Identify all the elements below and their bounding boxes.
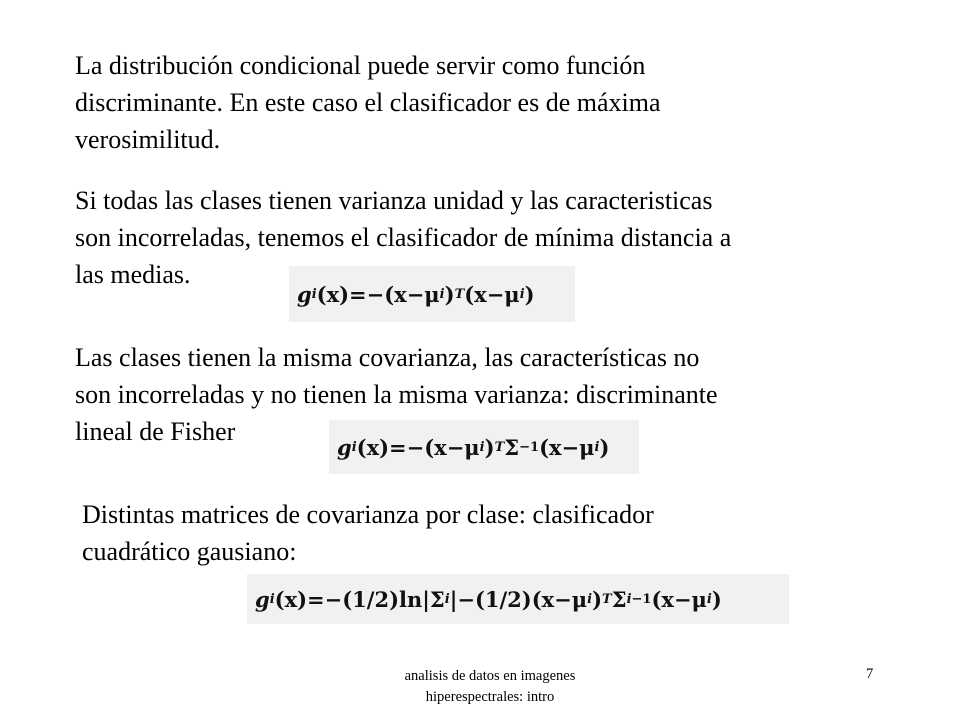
footer-title-line: analisis de datos en imagenes	[404, 668, 576, 684]
text-line: cuadrático gausiano:	[82, 537, 297, 566]
text-line: Distintas matrices de covarianza por clase: clasificador	[82, 500, 654, 529]
text-line: lineal de Fisher	[75, 417, 236, 446]
page-number: 7	[866, 666, 874, 682]
text-line: son incorreladas y no tienen la misma varianza: discriminante	[75, 380, 718, 409]
footer-title-line: hiperespectrales: intro	[425, 689, 555, 705]
formula-quadratic-gaussian: g i (x) =−(1/2)ln|Σ i |−(1/2)(x−μ i ) T Σ i −1 (x−μ i )	[247, 574, 789, 624]
text-line: son incorreladas, tenemos el clasificador de mínima distancia a	[75, 223, 732, 252]
paragraph-conditional-distribution	[75, 47, 795, 158]
text-line: La distribución condicional puede servir como función	[75, 51, 646, 80]
text-line: Las clases tienen la misma covarianza, las características no	[75, 343, 700, 372]
text-line: las medias.	[75, 260, 191, 289]
text-line: verosimilitud.	[75, 125, 221, 154]
footer-title	[340, 666, 640, 708]
paragraph-quadratic-gaussian	[82, 496, 802, 570]
text-line: discriminante. En este caso el clasificador es de máxima	[75, 88, 661, 117]
formula-fisher: g i (x) =−(x−μ i ) T Σ −1 (x−μ i )	[329, 420, 639, 474]
text-line: Si todas las clases tienen varianza unidad y las caracteristicas	[75, 186, 713, 215]
formula-minimum-distance: g i (x) =−(x−μ i ) T (x−μ i )	[289, 266, 575, 322]
